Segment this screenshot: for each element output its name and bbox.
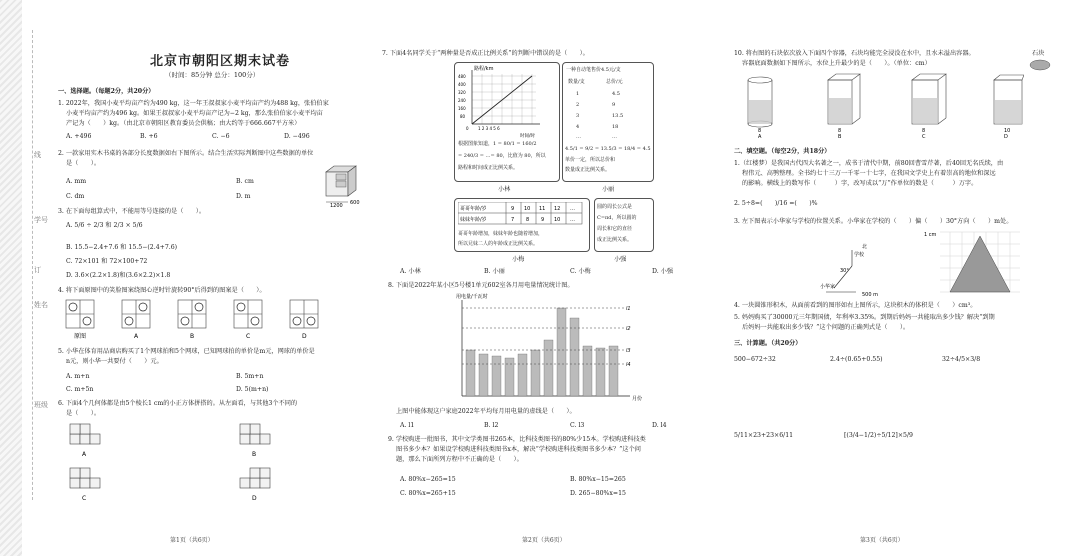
map-label: 500 m bbox=[862, 292, 879, 298]
exam-subtitle: （时间：85分钟 总分：100分） bbox=[165, 71, 260, 79]
table-cell: 11 bbox=[539, 206, 546, 212]
electricity-bar-chart bbox=[454, 292, 654, 404]
calc-expression: 32÷4/5×3/8 bbox=[942, 356, 981, 363]
box-note: 4.5/1 = 9/2 = 13.5/3 = 18/4 = 4.5 bbox=[565, 146, 651, 152]
margin-label: 订 bbox=[34, 266, 41, 274]
question-text: 2. 一款家用实木书桌的各部分长度数据如右下图所示。结合生活实际判断图中这些数据的单位 bbox=[58, 150, 314, 157]
chart-y-label: 用电量/千瓦时 bbox=[456, 294, 488, 300]
table-cell: 10 bbox=[524, 206, 531, 212]
option: D. m bbox=[236, 193, 251, 200]
option: A. 80%x−265=15 bbox=[400, 476, 456, 483]
table-cell: 9 bbox=[511, 206, 515, 212]
question-text: 题，那么下面所列方程中不正确的是（ ）。 bbox=[396, 456, 523, 463]
margin-label: 线 bbox=[34, 151, 41, 159]
table-cell: 哥哥年龄/岁 bbox=[460, 206, 487, 212]
stone-figure bbox=[1028, 58, 1052, 72]
table-cell: 妹妹年龄/岁 bbox=[460, 217, 487, 223]
month-bar bbox=[557, 308, 566, 396]
option: B. l2 bbox=[484, 422, 499, 429]
table-cell: 4 bbox=[576, 124, 580, 130]
line-label: l1 bbox=[626, 306, 631, 312]
option: C. dm bbox=[66, 193, 85, 200]
container-label: B bbox=[838, 134, 842, 138]
table-cell: 9 bbox=[541, 217, 545, 223]
line-label: l4 bbox=[626, 362, 631, 368]
containers-figure bbox=[734, 72, 1024, 138]
desk-dim-label: 600 bbox=[350, 200, 360, 206]
calc-expression: [(3/4−1/2)÷5/12]×5/9 bbox=[844, 432, 913, 439]
container-dim: 8 bbox=[922, 128, 926, 134]
desk-dim-label: 1200 bbox=[330, 203, 343, 208]
table-cell: 8 bbox=[526, 217, 530, 223]
table-cell: … bbox=[576, 134, 581, 140]
figure-label: C bbox=[246, 333, 251, 340]
month-bar bbox=[609, 346, 618, 396]
month-bar bbox=[505, 358, 514, 396]
option: C. 80%x=265+15 bbox=[400, 490, 456, 497]
box-note: C=πd，所以圆的 bbox=[597, 215, 637, 221]
option: A. +496 bbox=[66, 133, 92, 140]
stone-label: 石块 bbox=[1032, 50, 1045, 57]
student-name: 小林 bbox=[498, 186, 511, 193]
table-cell: 10 bbox=[554, 217, 561, 223]
month-bar bbox=[479, 354, 488, 396]
option: D. 265−80%x=15 bbox=[570, 490, 626, 497]
option: B. 5m+n bbox=[236, 373, 264, 380]
question-text: 小麦平均亩产约为496 kg。如果王叔叔家小麦平均亩产记为−2 kg，那么张伯伯家小麦平均亩 bbox=[66, 110, 323, 117]
smiley-figures bbox=[62, 298, 332, 340]
page-1 bbox=[0, 0, 362, 556]
map-label: 学校 bbox=[854, 252, 865, 258]
question-text: 上图中能体现这户家庭2022年平均每月用电量的虚线是（ ）。 bbox=[396, 408, 576, 415]
student-name: 小梅 bbox=[512, 256, 525, 263]
option: D. 5(m+n) bbox=[236, 386, 269, 393]
question-text: 7. 下面4名同学关于“两种量是否成正比例关系”的判断中错误的是（ ）。 bbox=[382, 50, 589, 57]
option: A. mm bbox=[66, 178, 87, 185]
section-heading: 三、计算题。（共20分） bbox=[734, 340, 802, 347]
option: A. 5/6 ÷ 2/3 和 2/3 × 5/6 bbox=[66, 222, 143, 229]
box-note: 数量成正比例关系。 bbox=[565, 167, 611, 173]
option: D. l4 bbox=[652, 422, 667, 429]
calc-expression: 500−672÷32 bbox=[734, 356, 776, 363]
figure-label: B bbox=[252, 451, 257, 458]
distance-time-graph bbox=[456, 64, 556, 140]
page-footer: 第2页（共6页） bbox=[522, 537, 566, 544]
table-header: 总价/元 bbox=[606, 79, 623, 85]
box-note: 路程和时间成正比例关系。 bbox=[458, 165, 519, 171]
question-text: 4. 一块圆锥形积木，从面前看到的图形如右上图所示，这块积木的体积是（ ）cm³。 bbox=[734, 302, 977, 309]
margin-label: 班级 bbox=[34, 401, 48, 409]
figure-label: D bbox=[302, 333, 307, 340]
option: C. 72×101 和 72×100+72 bbox=[66, 258, 148, 265]
month-bar bbox=[492, 356, 501, 396]
question-text: 1.（红楼梦）是我国古代四大名著之一，成书于清代中期，前80回曹雪芹著，后40回无名氏续，由 bbox=[734, 160, 1004, 167]
question-text: 是（ ）。 bbox=[66, 410, 101, 417]
table-cell: 1 bbox=[576, 91, 580, 97]
box-heading: 一种自动笔售价4.5元/支 bbox=[566, 67, 621, 73]
month-bar bbox=[570, 318, 579, 396]
question-text: n元，则小华一共要付（ ）元。 bbox=[66, 358, 163, 365]
option: B. +6 bbox=[140, 133, 158, 140]
question-text: 6. 下面4个几何体都是由5个棱长1 cm的小正方体拼搭的。从左面看，与其他3个不同的 bbox=[58, 400, 298, 407]
question-text: 2. 5÷8=( )/16 =( )% bbox=[734, 200, 818, 207]
question-text: 后妈妈一共能取出多少钱？”这个问题的正确列式是（ ）。 bbox=[742, 324, 910, 331]
container-dim: 8 bbox=[838, 128, 842, 134]
question-text: 是（ ）。 bbox=[66, 160, 101, 167]
student-name: 小丽 bbox=[602, 186, 615, 193]
y-tick: 320 bbox=[458, 90, 466, 95]
option: D. −496 bbox=[284, 133, 310, 140]
container-dim: 10 bbox=[1004, 128, 1011, 134]
month-bar bbox=[466, 350, 475, 396]
box-note: 周长和它的直径 bbox=[597, 226, 633, 232]
month-bar bbox=[531, 350, 540, 396]
option: B. 15.5−2.4+7.6 和 15.5−(2.4+7.6) bbox=[66, 244, 178, 251]
container-label: C bbox=[922, 134, 926, 138]
figure-label: A bbox=[134, 333, 139, 340]
y-tick: 160 bbox=[458, 106, 466, 111]
map-label: 小华家 bbox=[820, 284, 836, 290]
page-footer: 第3页（共6页） bbox=[860, 537, 904, 544]
desk-figure bbox=[320, 162, 362, 208]
option: C. m+5n bbox=[66, 386, 94, 393]
line-label: l3 bbox=[626, 348, 631, 354]
box-note: 成正比例关系。 bbox=[597, 237, 633, 243]
table-header: 数量/支 bbox=[568, 79, 585, 85]
figure-label: A bbox=[82, 451, 87, 458]
option: C. −6 bbox=[212, 133, 230, 140]
location-map-and-cone bbox=[820, 226, 1060, 298]
question-text: 图书多少本？如果设学校购进科技类图书x本，解决“学校购进科技类图书多少本？”这个问 bbox=[396, 446, 641, 453]
margin-label: 学号 bbox=[34, 216, 48, 224]
table-cell: … bbox=[612, 134, 617, 140]
option: B. cm bbox=[236, 178, 254, 185]
exam-title: 北京市朝阳区期末试卷 bbox=[150, 54, 291, 69]
question-text: 容器底面数据如下图所示，水位上升最少的是（ ）。（单位：cm） bbox=[742, 60, 931, 67]
question-text: 的影响。横线上的数写作（ ）字，改写成以“万”作单位的数是（ ）万字。 bbox=[742, 180, 978, 187]
table-cell: 2 bbox=[576, 102, 580, 108]
option: A. l1 bbox=[400, 422, 415, 429]
box-note: 哥哥年龄增加，妹妹年龄也随着增加， bbox=[458, 231, 544, 237]
student-name: 小强 bbox=[614, 256, 627, 263]
question-text: 程伟元、高鹗整理。全书约七十三万一千零一十七字，在我国文学史上有着崇高的地位和深远 bbox=[742, 170, 996, 177]
container-label: A bbox=[758, 134, 762, 138]
table-cell: 18 bbox=[612, 124, 619, 130]
month-bar bbox=[596, 348, 605, 396]
question-text: 5. 小华在体育用品商店购买了1个网球拍和5个网球，已知网球拍的单价是m元，网球的单价是 bbox=[58, 348, 315, 355]
page-2 bbox=[362, 0, 720, 556]
calc-expression: 2.4÷(0.65+0.55) bbox=[830, 356, 883, 363]
box-note: = 240/3 = …= 80，比值为 80，所以 bbox=[458, 153, 546, 159]
table-cell: 9 bbox=[612, 102, 616, 108]
graph-x-label: 时间/时 bbox=[520, 134, 536, 139]
y-tick: 0 bbox=[466, 126, 469, 131]
x-ticks: 1 2 3 4 5 6 bbox=[478, 126, 500, 131]
month-bar bbox=[544, 340, 553, 396]
box-note: 单价一定，所以总价和 bbox=[565, 157, 616, 163]
option: A. 小林 bbox=[400, 268, 421, 275]
chart-x-label: 月份 bbox=[632, 396, 643, 402]
question-text: 1. 2022年，我国小麦平均亩产约为490 kg，这一年王叔叔家小麦平均亩产约为488 kg，张伯伯家 bbox=[58, 100, 329, 107]
margin-label: 姓名 bbox=[34, 301, 48, 309]
month-bar bbox=[583, 346, 592, 396]
section-heading: 二、填空题。（每空2分，共18分） bbox=[734, 148, 831, 155]
question-text: 3. 在下面每组算式中，不能用等号连接的是（ ）。 bbox=[58, 208, 206, 215]
y-tick: 480 bbox=[458, 74, 466, 79]
month-bar bbox=[518, 354, 527, 396]
question-text: 10. 将右图的石块依次放入下面四个容器，石块均能完全浸没在水中，且水未溢出容器。 bbox=[734, 50, 975, 57]
table-cell: 4.5 bbox=[612, 91, 620, 97]
container-label: D bbox=[1004, 134, 1008, 138]
cube-figures bbox=[60, 420, 300, 510]
option: B. 80%x−15=265 bbox=[570, 476, 626, 483]
age-table bbox=[458, 202, 584, 226]
option: D. 小强 bbox=[652, 268, 674, 275]
table-cell: 7 bbox=[511, 217, 515, 223]
figure-label: 原图 bbox=[74, 333, 87, 340]
question-text: 8. 下面是2022年某小区5号楼1单元602室各月用电量情况统计图。 bbox=[388, 282, 574, 289]
question-text: 产记为（ ）kg。（由北京市朝阳区教育委员会供稿；由大约等于666.667平方米） bbox=[66, 120, 301, 127]
option: A. m+n bbox=[66, 373, 90, 380]
box-note: 所以兄妹二人的年龄成正比例关系。 bbox=[458, 241, 539, 247]
option: D. 3.6×(2.2×1.8)和(3.6×2.2)×1.8 bbox=[66, 272, 171, 279]
scale-label: 1 cm bbox=[924, 232, 937, 238]
page-3 bbox=[720, 0, 1080, 556]
y-tick: 80 bbox=[460, 114, 466, 119]
map-label: 30° bbox=[840, 268, 849, 274]
table-cell: … bbox=[570, 217, 575, 223]
box-note: 根据图象知道，1 = 80/1 = 160/2 bbox=[458, 141, 537, 147]
map-label: 北 bbox=[862, 244, 868, 250]
table-cell: … bbox=[570, 206, 575, 212]
figure-label: D bbox=[252, 495, 257, 502]
question-text: 4. 将下面原图中的笑脸图案绕图心逆时针旋转90°后得到的图案是（ ）。 bbox=[58, 287, 266, 294]
option: C. 小梅 bbox=[570, 268, 591, 275]
graph-y-label: 路程/km bbox=[474, 66, 494, 72]
calc-expression: 5/11×23+23×6/11 bbox=[734, 432, 794, 439]
table-cell: 12 bbox=[554, 206, 561, 212]
table-cell: 13.5 bbox=[612, 113, 624, 119]
question-text: 3. 左下图表示小华家与学校的位置关系。小华家在学校的（ ）偏（ ）30°方向（ ）m处。 bbox=[734, 218, 1013, 225]
line-label: l2 bbox=[626, 326, 631, 332]
container-dim: 8 bbox=[758, 128, 762, 134]
section-heading: 一、选择题。（每题2分，共20分） bbox=[58, 88, 155, 95]
page-footer: 第1页（共6页） bbox=[170, 537, 214, 544]
figure-label: C bbox=[82, 495, 87, 502]
option: B. 小丽 bbox=[484, 268, 505, 275]
binding-margin bbox=[0, 0, 22, 556]
box-note: 圆的周长公式是 bbox=[597, 204, 633, 210]
figure-label: B bbox=[190, 333, 195, 340]
y-tick: 240 bbox=[458, 98, 466, 103]
question-text: 5. 妈妈购买了30000元三年期国债，年利率3.35%。到期后妈妈一共能取出多少钱？解决“到期 bbox=[734, 314, 995, 321]
option: C. l3 bbox=[570, 422, 585, 429]
y-tick: 400 bbox=[458, 82, 466, 87]
question-text: 9. 学校购进一批图书，其中文学类图书265本，比科技类图书的80%少15本。学校购进科技类 bbox=[388, 436, 646, 443]
table-cell: 3 bbox=[576, 113, 580, 119]
